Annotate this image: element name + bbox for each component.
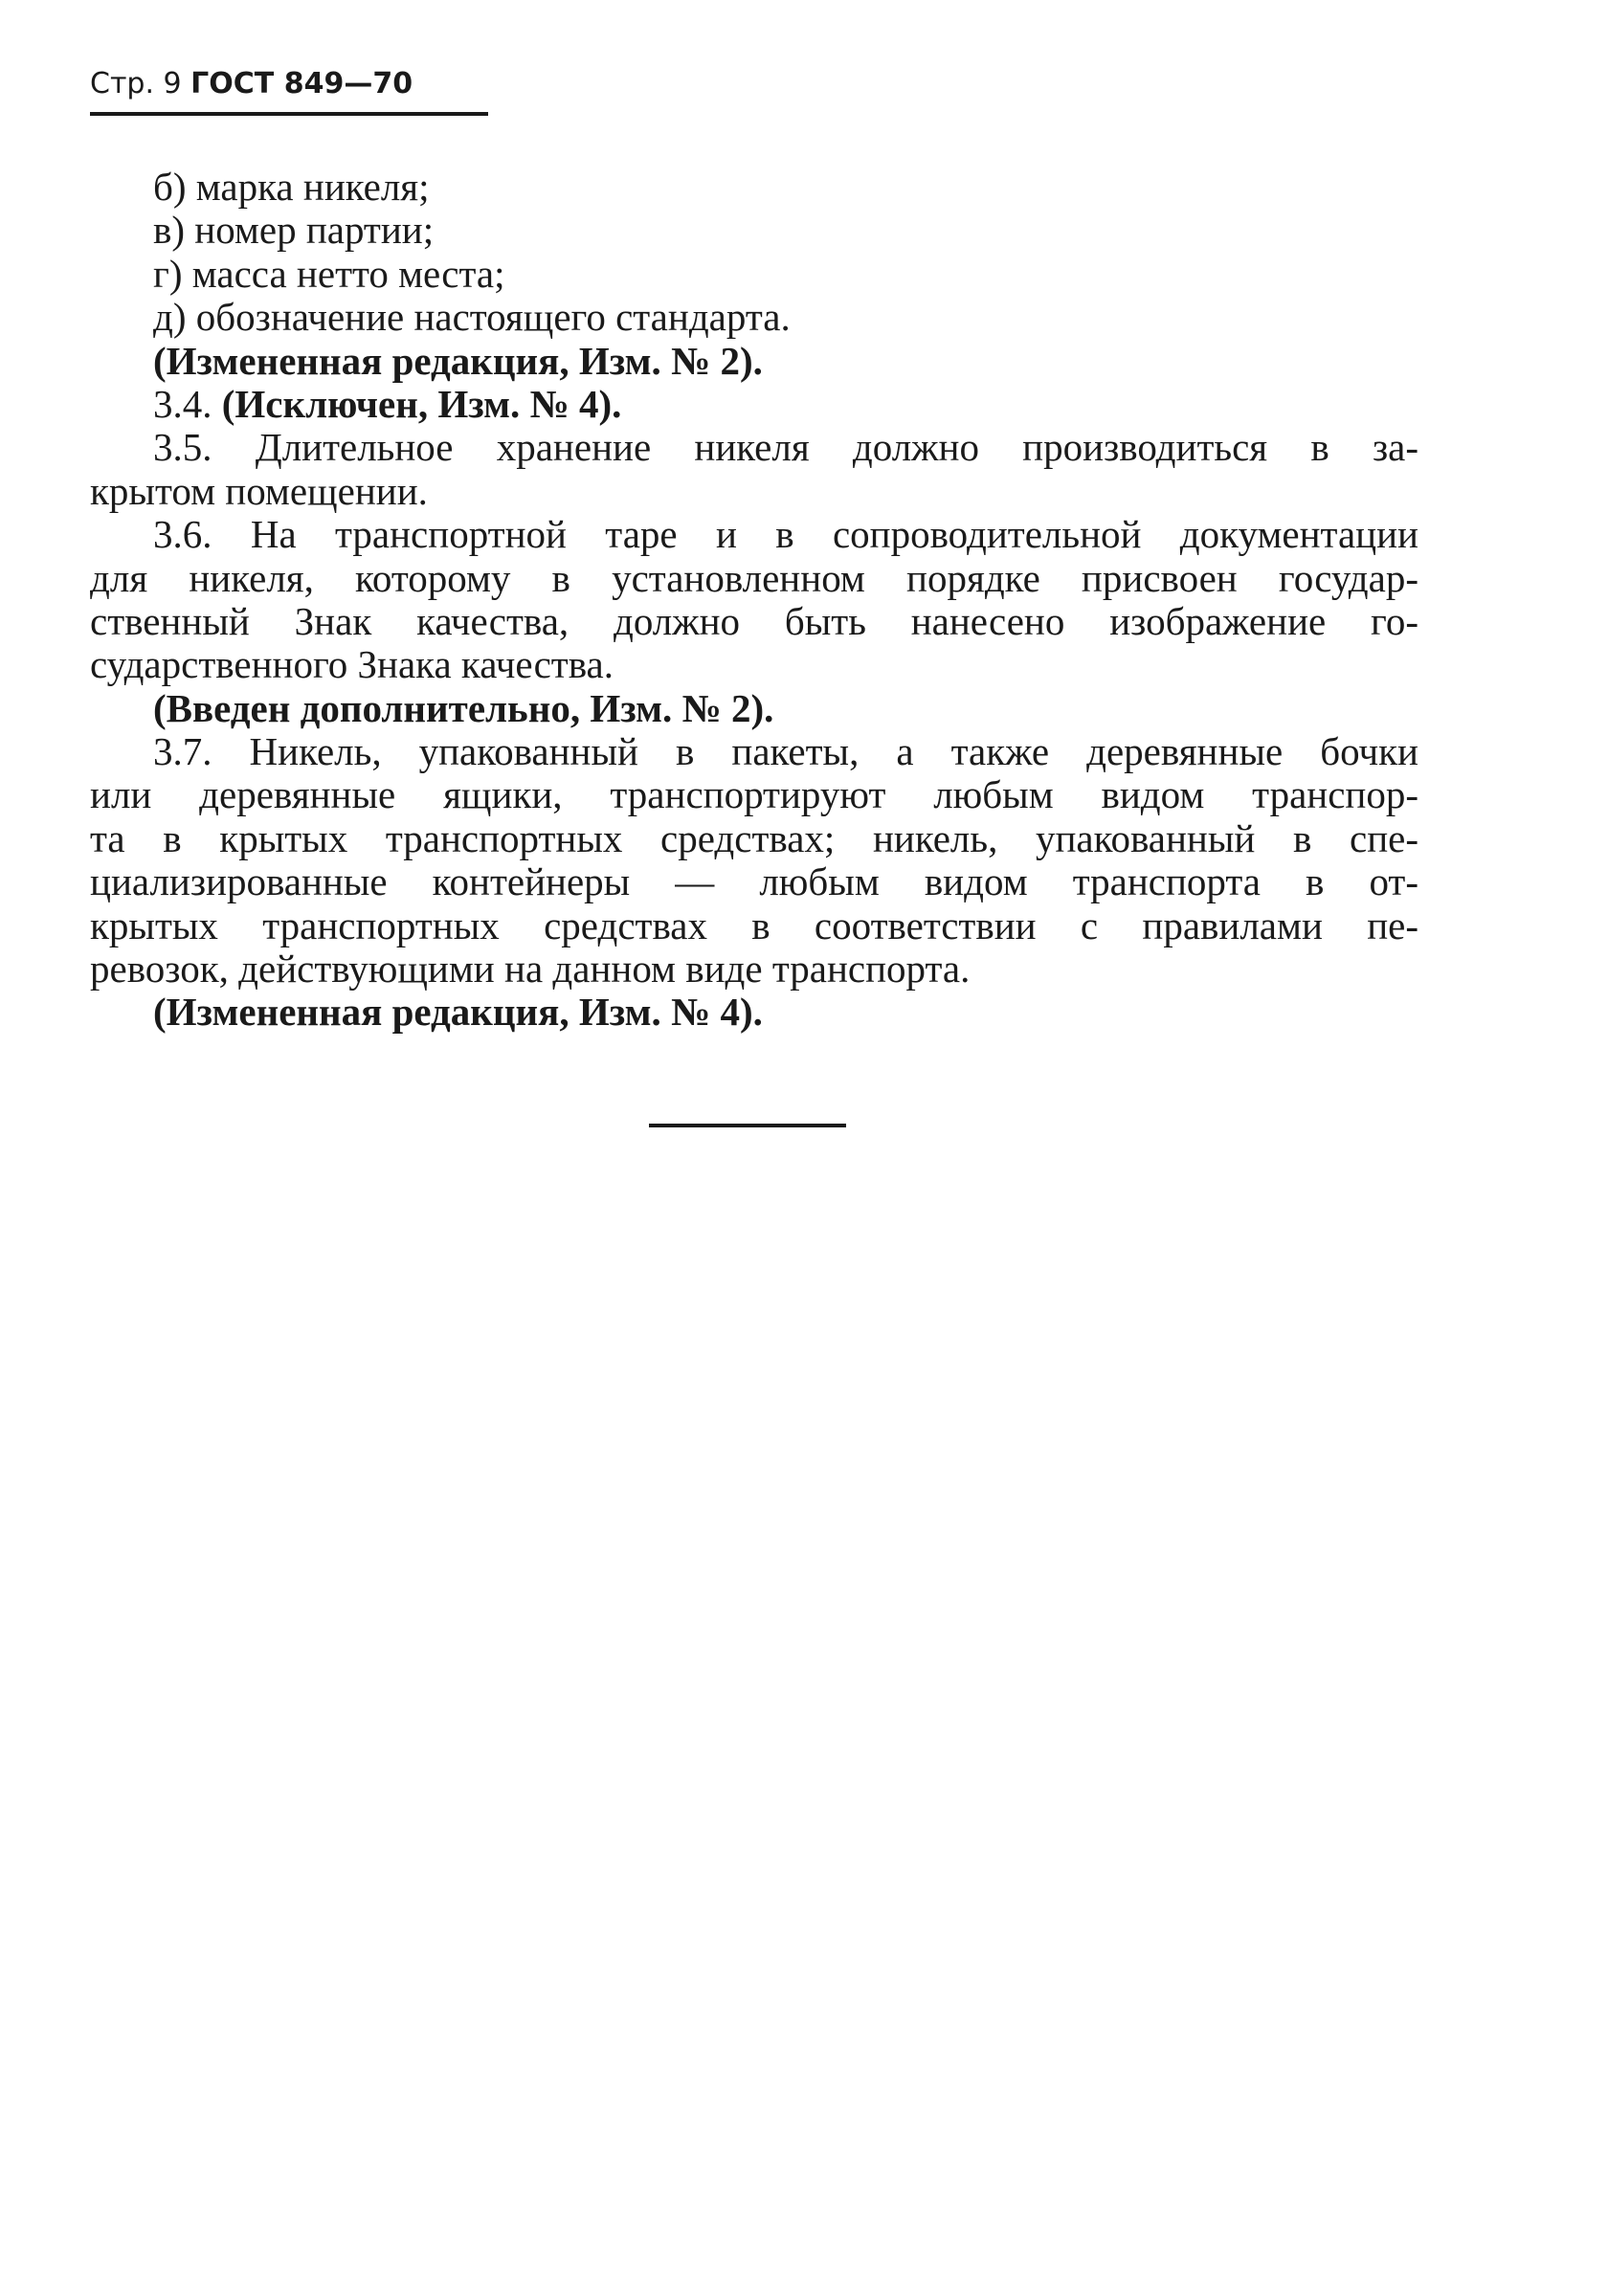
clause-3-4-text (153, 382, 621, 426)
clause-3-6-line-2: для никеля, которому в установленном порядке присвоен государ- (90, 555, 1418, 600)
clause-3-7-line-2: или деревянные ящики, транспортируют любым видом транспор- (90, 772, 1418, 817)
clause-3-5-line-2: крытом помещении. (90, 468, 428, 513)
list-item-g: г) масса нетто места; (153, 251, 505, 296)
clause-number: 3.4. (153, 381, 222, 426)
document-body (90, 165, 1418, 1035)
clause-3-7-line-6: ревозок, действующими на данном виде транспорта. (90, 947, 971, 992)
clause-3-7-line-4: циализированные контейнеры — любым видом транспорта в от- (90, 859, 1418, 904)
clause-3-4 (153, 383, 1418, 426)
clause-3-6-line-1: 3.6. На транспортной таре и в сопроводительной документации (153, 512, 1418, 557)
clause-3-7-line-5: крытых транспортных средствах в соответствии с правилами пе- (90, 903, 1418, 947)
standard-designation: ГОСТ 849—70 (190, 67, 413, 100)
amendment-note: (Измененная редакция, Изм. № 2). (153, 338, 763, 383)
clause-status: (Исключен, Изм. № 4). (221, 381, 622, 426)
list-item-b: б) марка никеля; (153, 165, 430, 209)
list-item-d: д) обозначение настоящего стандарта. (153, 295, 791, 340)
clause-3-7-line-3: та в крытых транспортных средствах; никель, упакованный в спе- (90, 815, 1418, 860)
clause-3-6-line-4: сударственного Знака качества. (90, 642, 614, 687)
clause-3-5-line-1: 3.5. Длительное хранение никеля должно производиться в за- (153, 425, 1418, 470)
end-rule (649, 1124, 846, 1127)
page-number: Стр. 9 (90, 67, 182, 100)
clause-3-6-line-3: ственный Знак качества, должно быть нанесено изображение го- (90, 598, 1418, 643)
amendment-note: (Введен дополнительно, Изм. № 2). (153, 685, 774, 730)
amendment-note: (Измененная редакция, Изм. № 4). (153, 990, 763, 1035)
header-rule (90, 112, 488, 116)
page-header (90, 65, 488, 103)
list-item-v: в) номер партии; (153, 208, 435, 253)
clause-3-7-line-1: 3.7. Никель, упакованный в пакеты, а также деревянные бочки (153, 729, 1418, 774)
